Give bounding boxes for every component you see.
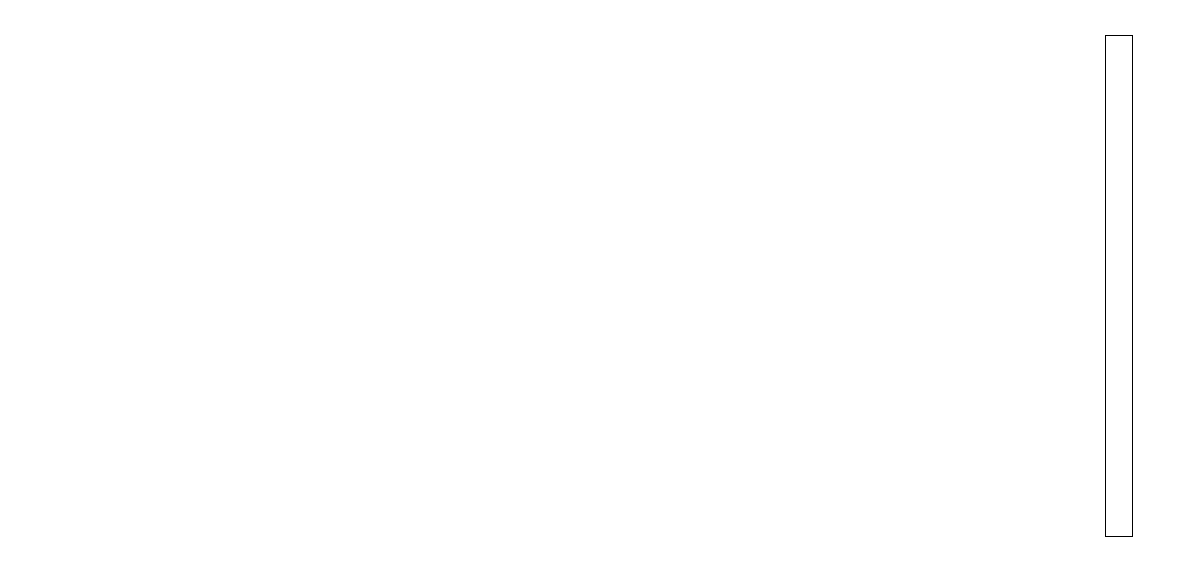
colorbar [1105,35,1133,537]
